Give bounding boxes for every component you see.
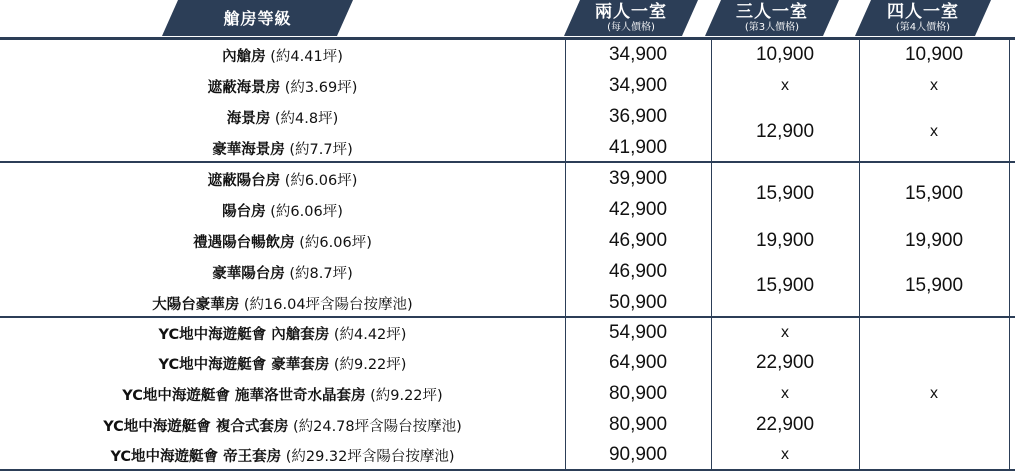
room-row — [0, 40, 565, 70]
header-four-person-title: 四人一室 — [887, 1, 959, 22]
room-size: (約3.69坪) — [284, 79, 358, 96]
header-two-person-title: 兩人一室 — [595, 1, 667, 22]
room-name: YC地中海遊艇會 豪華套房 — [158, 356, 330, 373]
price-three-person: x — [781, 385, 789, 402]
price-four-person: 15,900 — [904, 183, 964, 204]
room-name: YC地中海遊艇會 內艙套房 — [158, 326, 330, 343]
price-two-person: 41,900 — [608, 137, 668, 158]
price-four-person: 19,900 — [904, 230, 964, 251]
price-two-person: 46,900 — [608, 230, 668, 251]
room-row — [0, 440, 565, 470]
room-row — [0, 226, 565, 256]
room-row — [0, 379, 565, 409]
room-name: 禮遇陽台暢飲房 — [193, 234, 295, 251]
price-four-person: 15,900 — [904, 275, 964, 296]
price-two-person: 46,900 — [608, 261, 668, 282]
price-two-person: 34,900 — [608, 44, 668, 65]
room-row — [0, 348, 565, 378]
room-name: 豪華海景房 — [212, 141, 285, 158]
room-name: 遮蔽陽台房 — [207, 172, 281, 189]
price-four-person: 10,900 — [904, 44, 964, 65]
room-row — [0, 410, 565, 440]
room-size: (約9.22坪) — [333, 356, 407, 373]
room-name: 內艙房 — [222, 48, 266, 65]
header-three-person-sub: (第3人價格) — [744, 21, 800, 33]
room-row — [0, 288, 565, 318]
price-three-person: 22,900 — [755, 352, 815, 373]
room-row — [0, 195, 565, 225]
room-size: (約6.06坪) — [284, 172, 358, 189]
price-three-person: 12,900 — [755, 121, 815, 142]
room-size: (約8.7坪) — [289, 265, 353, 282]
room-size: (約4.41坪) — [270, 48, 343, 65]
header-three-person-title: 三人一室 — [736, 1, 808, 22]
room-size: (約7.7坪) — [289, 141, 353, 158]
price-three-person: x — [781, 446, 789, 463]
room-row — [0, 164, 565, 194]
price-three-person: x — [781, 77, 789, 94]
room-size: (約6.06坪) — [299, 234, 372, 251]
price-four-person: x — [930, 385, 938, 402]
room-name: 海景房 — [226, 110, 271, 127]
header-room-type — [162, 0, 353, 36]
room-size: (約9.22坪) — [370, 387, 443, 404]
price-two-person: 80,900 — [608, 414, 668, 435]
price-three-person: x — [781, 324, 789, 341]
room-size: (約16.04坪含陽台按摩池) — [243, 296, 413, 313]
room-name: 陽台房 — [222, 203, 266, 220]
room-name: YC地中海遊艇會 複合式套房 — [103, 418, 289, 435]
price-two-person: 42,900 — [608, 199, 668, 220]
price-three-person: 19,900 — [755, 230, 815, 251]
price-three-person: 15,900 — [755, 183, 815, 204]
room-row — [0, 102, 565, 132]
price-three-person: 10,900 — [755, 44, 815, 65]
room-size: (約4.8坪) — [274, 110, 339, 127]
price-three-person: 15,900 — [755, 275, 815, 296]
header-two-person-sub: (每人價格) — [607, 21, 655, 33]
header-room-type-label: 艙房等級 — [223, 8, 292, 28]
room-name: 遮蔽海景房 — [207, 79, 281, 96]
room-size: (約4.42坪) — [333, 326, 407, 343]
header-two-person — [564, 0, 698, 36]
room-size: (約29.32坪含陽台按摩池) — [285, 448, 455, 465]
room-row — [0, 71, 565, 101]
room-size: (約24.78坪含陽台按摩池) — [292, 418, 462, 435]
price-four-person: x — [930, 123, 938, 140]
price-four-person: x — [930, 77, 938, 94]
header-four-person — [855, 0, 991, 36]
column-divider — [1009, 40, 1010, 470]
room-row — [0, 257, 565, 287]
room-size: (約6.06坪) — [270, 203, 343, 220]
room-name: 大陽台豪華房 — [152, 296, 240, 313]
price-two-person: 64,900 — [608, 352, 668, 373]
price-two-person: 39,900 — [608, 168, 668, 189]
price-two-person: 80,900 — [608, 383, 668, 404]
room-row — [0, 133, 565, 163]
price-two-person: 34,900 — [608, 75, 668, 96]
price-two-person: 90,900 — [608, 444, 668, 465]
room-row — [0, 318, 565, 348]
room-name: YC地中海遊艇會 帝王套房 — [110, 448, 282, 465]
price-three-person: 22,900 — [755, 414, 815, 435]
price-two-person: 36,900 — [608, 106, 668, 127]
room-name: 豪華陽台房 — [212, 265, 285, 282]
room-name: YC地中海遊艇會 施華洛世奇水晶套房 — [122, 387, 366, 404]
price-two-person: 50,900 — [608, 292, 668, 313]
price-two-person: 54,900 — [608, 322, 668, 343]
header-three-person — [705, 0, 839, 36]
header-four-person-sub: (第4人價格) — [895, 21, 951, 33]
